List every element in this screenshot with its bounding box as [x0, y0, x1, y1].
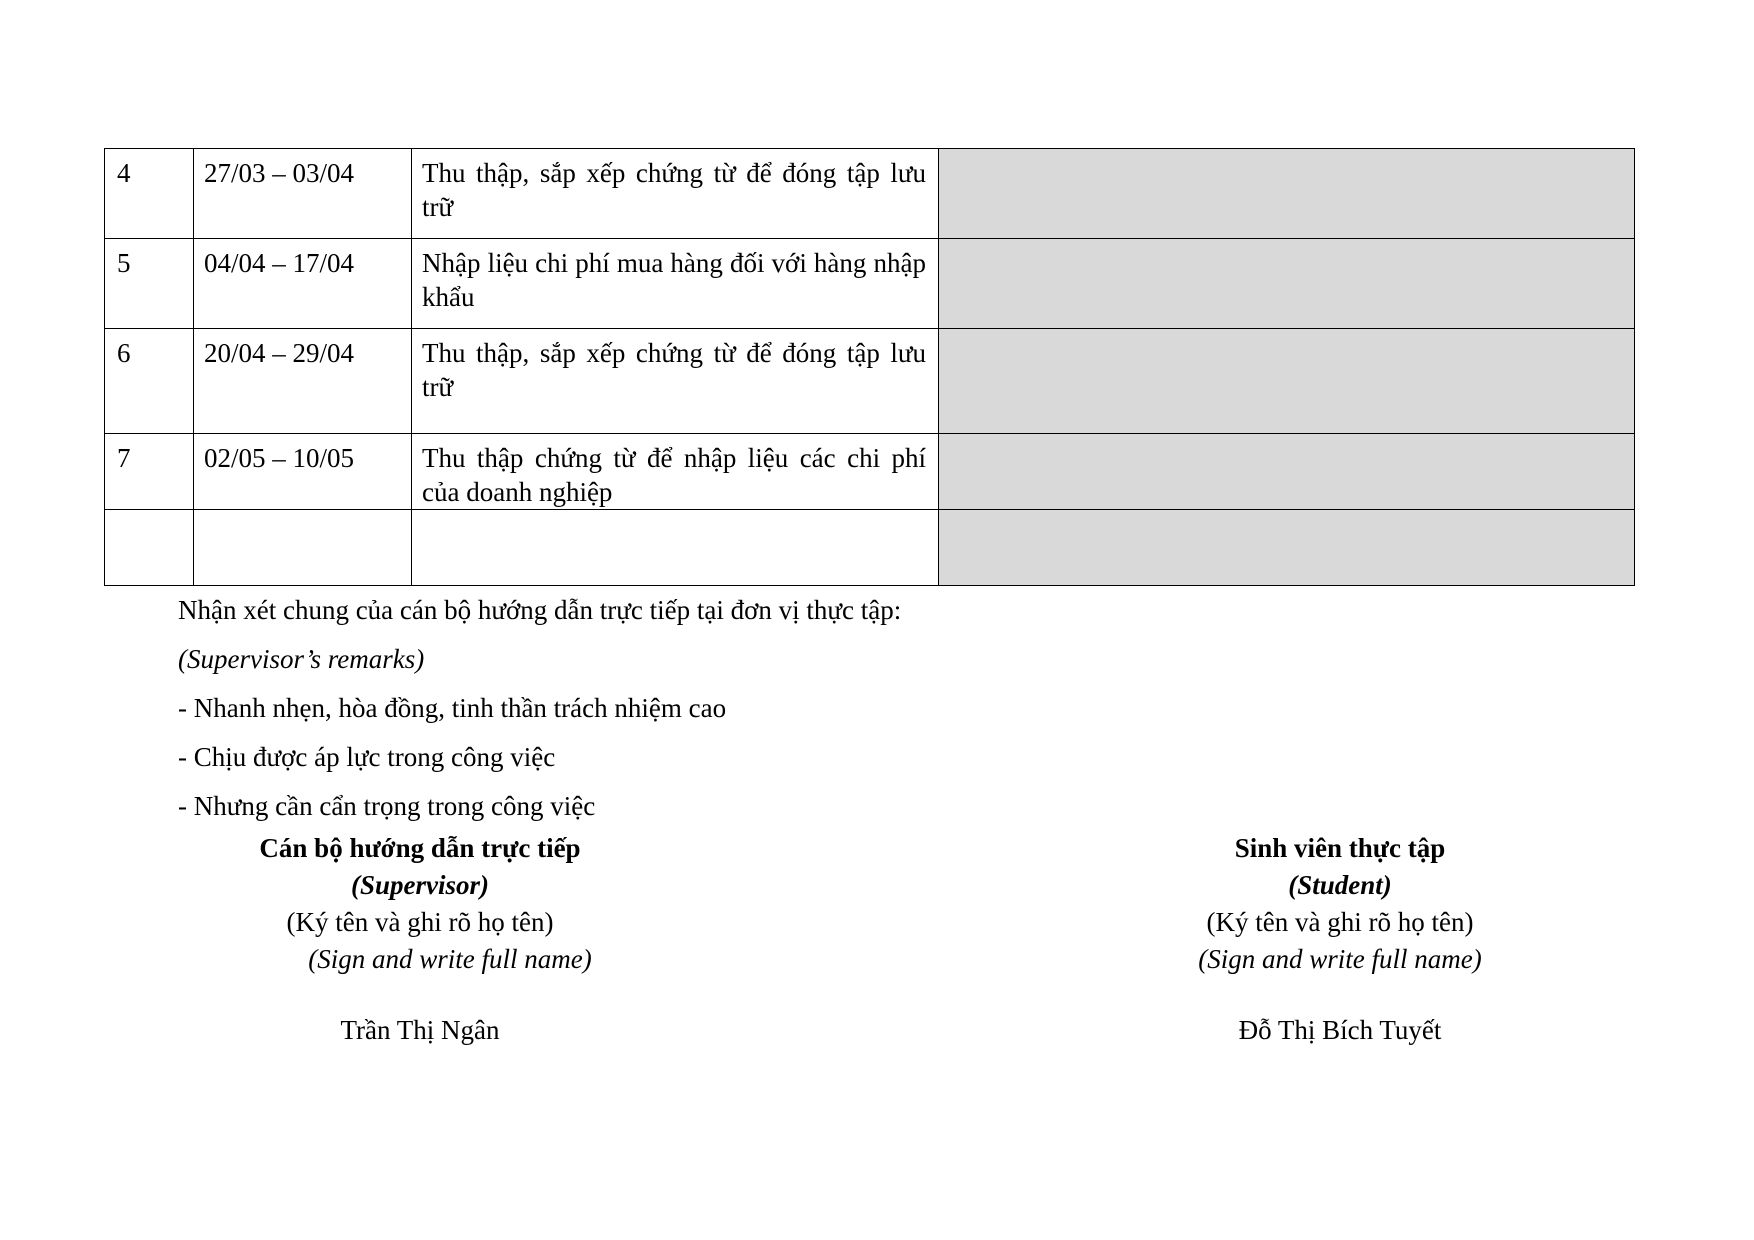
student-instruction: (Ký tên và ghi rõ họ tên) — [1206, 907, 1474, 937]
table-row — [105, 510, 1635, 586]
row-date-range: 20/04 – 29/04 — [194, 329, 412, 434]
student-title: Sinh viên thực tập — [1234, 833, 1446, 863]
student-signature-block — [1080, 830, 1600, 1049]
row-task: Nhập liệu chi phí mua hàng đối với hàng nhập khẩu — [412, 239, 939, 329]
row-task: Thu thập, sắp xếp chứng từ để đóng tập lưu trữ — [412, 149, 939, 239]
remark-item: - Nhưng cần cẩn trọng trong công việc — [178, 791, 596, 821]
remarks-heading-en: (Supervisor’s remarks) — [178, 644, 425, 674]
student-name: Đỗ Thị Bích Tuyết — [1238, 1015, 1442, 1045]
internship-schedule-table — [104, 148, 1635, 586]
row-date-range — [194, 510, 412, 586]
remark-item: - Nhanh nhẹn, hòa đồng, tinh thần trách nhiệm cao — [178, 693, 727, 723]
supervisor-title-en: (Supervisor) — [350, 870, 489, 900]
remark-item: - Chịu được áp lực trong công việc — [178, 742, 556, 772]
row-number: 6 — [105, 329, 194, 434]
row-number — [105, 510, 194, 586]
row-task: Thu thập chứng từ để nhập liệu các chi phí của doanh nghiệp — [412, 434, 939, 510]
remarks-heading: Nhận xét chung của cán bộ hướng dẫn trực tiếp tại đơn vị thực tập: — [178, 595, 902, 625]
table-row — [105, 149, 1635, 239]
supervisor-instruction: (Ký tên và ghi rõ họ tên) — [286, 907, 554, 937]
row-supervisor-note — [939, 434, 1635, 510]
row-date-range: 04/04 – 17/04 — [194, 239, 412, 329]
supervisor-name: Trần Thị Ngân — [340, 1015, 500, 1045]
table-row — [105, 239, 1635, 329]
table-row — [105, 329, 1635, 434]
row-task: Thu thập, sắp xếp chứng từ để đóng tập lưu trữ — [412, 329, 939, 434]
row-supervisor-note — [939, 510, 1635, 586]
student-title-en: (Student) — [1288, 870, 1392, 900]
supervisor-signature-block — [160, 830, 680, 1049]
row-date-range: 02/05 – 10/05 — [194, 434, 412, 510]
row-supervisor-note — [939, 329, 1635, 434]
student-instruction-en: (Sign and write full name) — [1198, 944, 1482, 974]
row-supervisor-note — [939, 149, 1635, 239]
supervisor-remarks — [178, 586, 901, 831]
row-date-range: 27/03 – 03/04 — [194, 149, 412, 239]
row-supervisor-note — [939, 239, 1635, 329]
supervisor-title: Cán bộ hướng dẫn trực tiếp — [259, 833, 581, 863]
table-row — [105, 434, 1635, 510]
row-number: 4 — [105, 149, 194, 239]
supervisor-instruction-en: (Sign and write full name) — [308, 944, 592, 974]
row-number: 7 — [105, 434, 194, 510]
row-task — [412, 510, 939, 586]
row-number: 5 — [105, 239, 194, 329]
